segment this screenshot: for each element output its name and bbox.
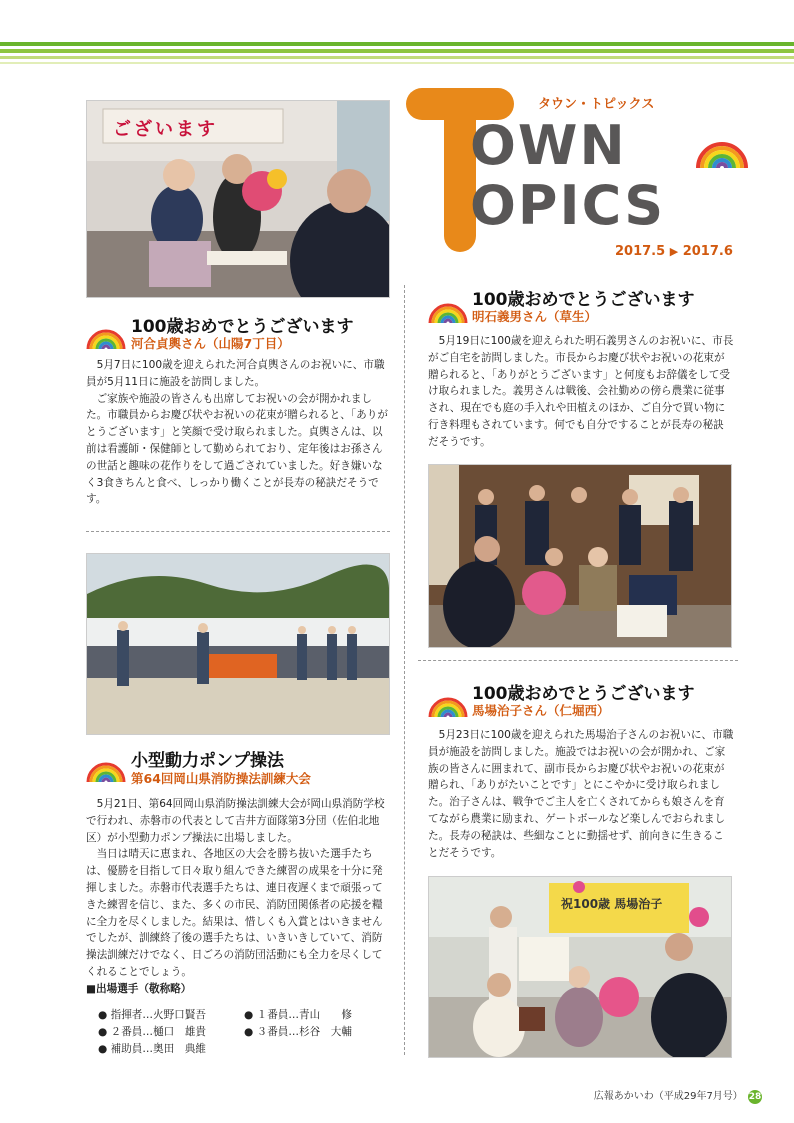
article1-paragraph: 5月7日に100歳を迎えられた河合貞輿さんのお祝いに、市職員が5月11日に施設を訪問しました。 — [86, 359, 385, 388]
section-divider-left — [86, 531, 390, 532]
article3-subtitle: 第64回岡山県消防操法訓練大会 — [131, 771, 311, 786]
article4-photo-banner: 祝100歳 馬場治子 — [561, 897, 663, 911]
article2-rainbow-icon — [428, 289, 468, 325]
article4-photo — [428, 876, 732, 1058]
members-heading: ■出場選手（敬称略） — [86, 982, 192, 995]
date-range — [615, 244, 733, 259]
article3-body — [86, 796, 390, 998]
page-footer — [594, 1087, 762, 1104]
logo-word-opics: OPICS — [470, 174, 666, 237]
header-stripe-band — [0, 42, 794, 68]
section-divider-right — [418, 660, 738, 661]
article4-paragraph: 5月23日に100歳を迎えられた馬場治子さんのお祝いに、市職員が施設を訪問しました。施設ではお祝いの会が開かれ、ご家族の皆さんに囲まれて、副市長からお慶び状やお祝いの花束が贈られ、「ありがたいことです」とにこやかに受け取られました。治子さんは、戦争でご主人を亡くされてからも娘さんを育てながら農業に励まれ、ゲートボールなど楽しんでおられました。長寿の秘訣は、些細なことに動揺せず、前向きに生きることだそうです。 — [428, 729, 734, 859]
article1-photo-banner: ございます — [113, 119, 218, 140]
article2-photo — [428, 464, 732, 648]
article1-subtitle: 河合貞輿さん（山陽7丁目） — [131, 336, 290, 351]
article2-title: 100歳おめでとうございます — [472, 290, 695, 310]
article1-title: 100歳おめでとうございます — [131, 317, 354, 337]
publication-name: 広報あかいわ（平成29年7月号） — [593, 1091, 743, 1102]
date-start: 2017.5 — [615, 244, 666, 259]
article4-body — [428, 727, 734, 861]
article2-paragraph: 5月19日に100歳を迎えられた明石義男さんのお祝いに、市長がご自宅を訪問しました。市長からお慶び状やお祝いの花束が贈られると、「ありがとうございます」と何度もお辞儀をして受け取られました。義男さんは戦後、会社勤めの傍ら農業に従事され、現在でも庭の手入れや田植えのほか、ご自分で買い物に行き料理もされています。何でも自分ですることが長寿の秘訣だそうです。 — [428, 335, 734, 448]
article1-rainbow-icon — [86, 315, 126, 351]
article3-rainbow-icon — [86, 748, 126, 784]
article4-subtitle: 馬場治子さん（仁堀西） — [472, 703, 610, 718]
article4-title: 100歳おめでとうございます — [472, 684, 695, 704]
article1-body — [86, 357, 390, 508]
date-end: 2017.6 — [682, 244, 733, 259]
member-item: ● ３番員…杉谷 大輔 — [244, 1026, 352, 1038]
article2-body — [428, 333, 734, 451]
member-item: ● ２番員…樋口 雄貴 — [98, 1026, 206, 1038]
article3-paragraph: 当日は晴天に恵まれ、各地区の大会を勝ち抜いた選手たちは、優勝を目指して日々取り組んできた練習の成果を十分に発揮しました。赤磐市代表選手たちは、連日夜遅くまで頑張ってきた練習を信じ、また、多くの市民、消防団関係者の応援を糧に全力を尽くしました。結果は、惜しくも入賞とはいきませんでしたが、訓練終了後の選手たちは、いきいきしていて、消防操法訓練だけでなく、日ごろの消防団活動にも全力を尽くしてくれることでしょう。 — [86, 848, 383, 978]
date-arrow-icon: ▶ — [669, 245, 679, 258]
member-item: ● 指揮者…火野口賢吾 — [98, 1009, 206, 1021]
article3-title: 小型動力ポンプ操法 — [131, 751, 284, 771]
article1-photo — [86, 100, 390, 298]
logo-word-own: OWN — [470, 114, 627, 177]
logo-rainbow-icon — [694, 120, 750, 170]
page-number: 28 — [748, 1092, 762, 1102]
article3-photo — [86, 553, 390, 735]
logo-kana-label: タウン・トピックス — [538, 97, 655, 112]
article3-paragraph: 5月21日、第64回岡山県消防操法訓練大会が岡山県消防学校で行われ、赤磐市の代表として吉井方面隊第3分団（佐伯北地区）が小型動力ポンプ操法に出場しました。 — [86, 798, 385, 844]
member-item: ● 補助員…奥田 典維 — [98, 1043, 206, 1055]
article4-rainbow-icon — [428, 683, 468, 719]
column-divider — [404, 285, 405, 1055]
article1-paragraph: ご家族や施設の皆さんも出席してお祝いの会が開かれました。市職員からお慶び状やお祝いの花束が贈られると、「ありがとうございます」と笑顔で受け取られました。貞輿さんは、以前は看護師・保健師として勤められており、定年後はお孫さんの世話と趣味の花作りをして過ごされていました。好き嫌いなく3食きちんと食べ、しっかり働くことが長寿の秘訣だそうです。 — [86, 392, 388, 506]
article2-subtitle: 明石義男さん（草生） — [472, 309, 598, 324]
member-item: ● １番員…青山 修 — [244, 1009, 352, 1021]
